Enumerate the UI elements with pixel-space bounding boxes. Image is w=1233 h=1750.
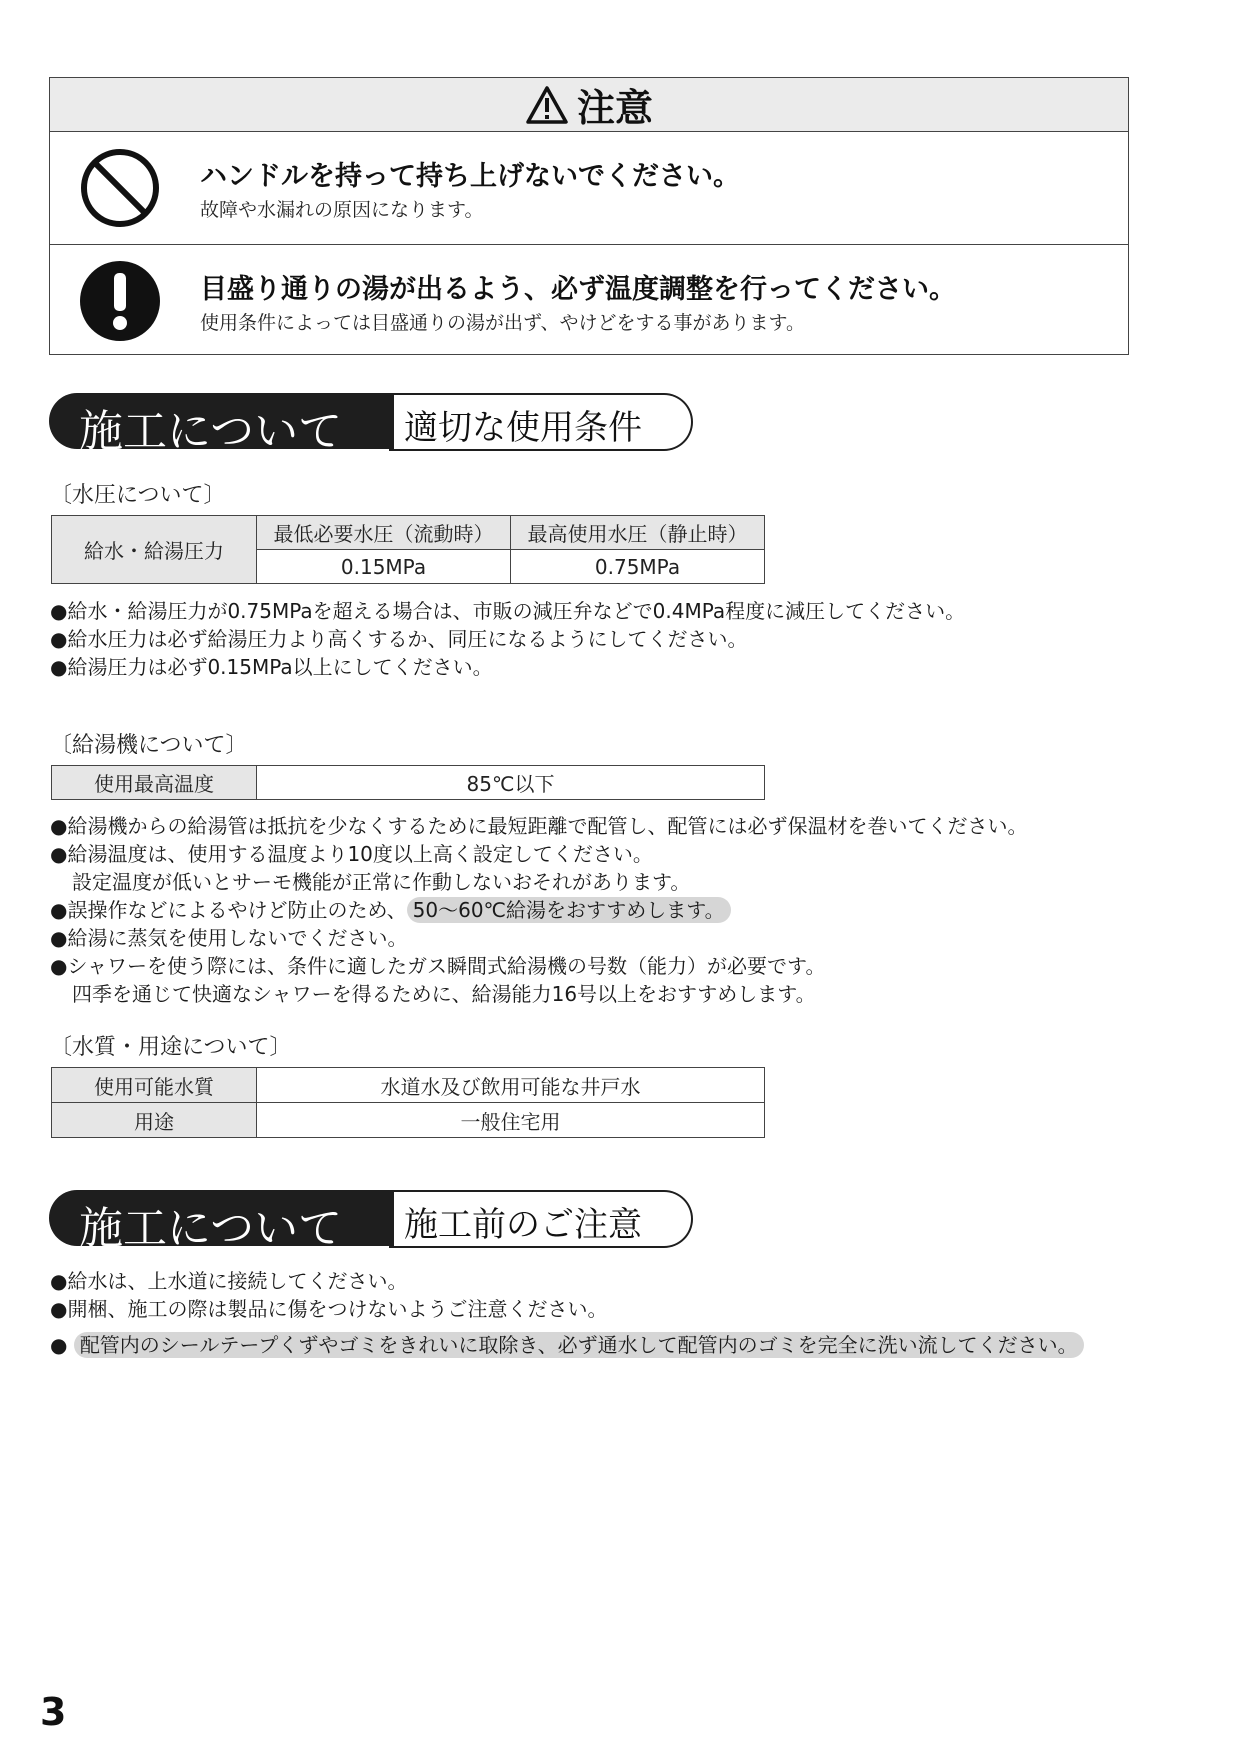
caution-header — [50, 78, 1128, 132]
list-item: ●給湯機からの給湯管は抵抗を少なくするために最短距離で配管し、配管には必ず保温材を巻いてください。 — [50, 814, 1028, 838]
page-number: 3 — [40, 1690, 67, 1734]
pressure-row-label: 給水・給湯圧力 — [52, 516, 257, 584]
caution-box — [49, 77, 1129, 355]
quality-table — [51, 1067, 765, 1138]
exclamation-icon — [78, 259, 162, 343]
list-item: ●給湯温度は、使用する温度より10度以上高く設定してください。 — [50, 842, 653, 866]
caution-sub-text: 故障や水漏れの原因になります。 — [200, 199, 484, 221]
list-item-continuation: 四季を通じて快適なシャワーを得るために、給湯能力16号以上をおすすめします。 — [72, 982, 816, 1006]
max-temp-value: 85℃以下 — [257, 766, 765, 800]
caution-item-prohibit — [50, 132, 1128, 244]
caution-sub-text: 使用条件によっては目盛通りの湯が出ず、やけどをする事があります。 — [200, 312, 805, 334]
caution-title: 注意 — [576, 86, 653, 130]
list-item: ●給水圧力は必ず給湯圧力より高くするか、同圧になるようにしてください。 — [50, 627, 748, 651]
list-item: ●給湯圧力は必ず0.15MPa以上にしてください。 — [50, 655, 493, 679]
list-item — [50, 896, 1027, 924]
list-item-continuation: 設定温度が低いとサーモ機能が正常に作動しないおそれがあります。 — [72, 870, 691, 894]
usage-value: 一般住宅用 — [257, 1103, 765, 1138]
caution-main-text: 目盛り通りの湯が出るよう、必ず温度調整を行ってください。 — [200, 274, 956, 305]
list-item: ●給水・給湯圧力が0.75MPaを超える場合は、市販の減圧弁などで0.4MPa程度に減圧してください。 — [50, 599, 966, 623]
water-quality-label: 使用可能水質 — [52, 1068, 257, 1103]
min-pressure-value: 0.15MPa — [257, 550, 511, 584]
section-title: 施工前のご注意 — [404, 1205, 642, 1245]
caution-item-mandatory — [50, 244, 1128, 357]
heater-heading: 〔給湯機について〕 — [50, 733, 248, 758]
list-item: ●シャワーを使う際には、条件に適したガス瞬間式給湯機の号数（能力）が必要です。 — [50, 954, 826, 978]
list-item: ●開梱、施工の際は製品に傷をつけないようご注意ください。 — [50, 1297, 608, 1321]
caution-main-text: ハンドルを持って持ち上げないでください。 — [200, 161, 740, 192]
section-header-precautions — [49, 1190, 694, 1254]
section-pill-label: 施工について — [79, 406, 343, 457]
list-item — [50, 1331, 1084, 1359]
heater-notes — [50, 812, 1027, 1008]
max-temp-label: 使用最高温度 — [52, 766, 257, 800]
precaution-notes — [50, 1267, 1084, 1359]
usage-label: 用途 — [52, 1103, 257, 1138]
water-pressure-notes — [50, 597, 965, 681]
water-pressure-table — [51, 515, 765, 584]
max-pressure-header: 最高使用水圧（静止時） — [511, 516, 765, 550]
prohibition-icon — [78, 146, 162, 230]
quality-heading: 〔水質・用途について〕 — [50, 1035, 292, 1060]
highlighted-note: 配管内のシールテープくずやゴミをきれいに取除き、必ず通水して配管内のゴミを完全に洗い流してください。 — [74, 1332, 1084, 1358]
max-pressure-value: 0.75MPa — [511, 550, 765, 584]
list-item: ●給湯に蒸気を使用しないでください。 — [50, 926, 408, 950]
section-header-conditions — [49, 393, 694, 457]
note-prefix: ●誤操作などによるやけど防止のため、 — [50, 898, 407, 922]
warning-triangle-icon — [525, 85, 569, 125]
water-quality-value: 水道水及び飲用可能な井戸水 — [257, 1068, 765, 1103]
heater-table — [51, 765, 765, 800]
section-title: 適切な使用条件 — [404, 408, 642, 448]
bullet: ● — [50, 1333, 68, 1357]
min-pressure-header: 最低必要水圧（流動時） — [257, 516, 511, 550]
water-pressure-heading: 〔水圧について〕 — [50, 483, 226, 508]
highlighted-note: 50～60℃給湯をおすすめします。 — [407, 897, 731, 923]
list-item: ●給水は、上水道に接続してください。 — [50, 1269, 408, 1293]
section-pill-label: 施工について — [79, 1203, 343, 1254]
